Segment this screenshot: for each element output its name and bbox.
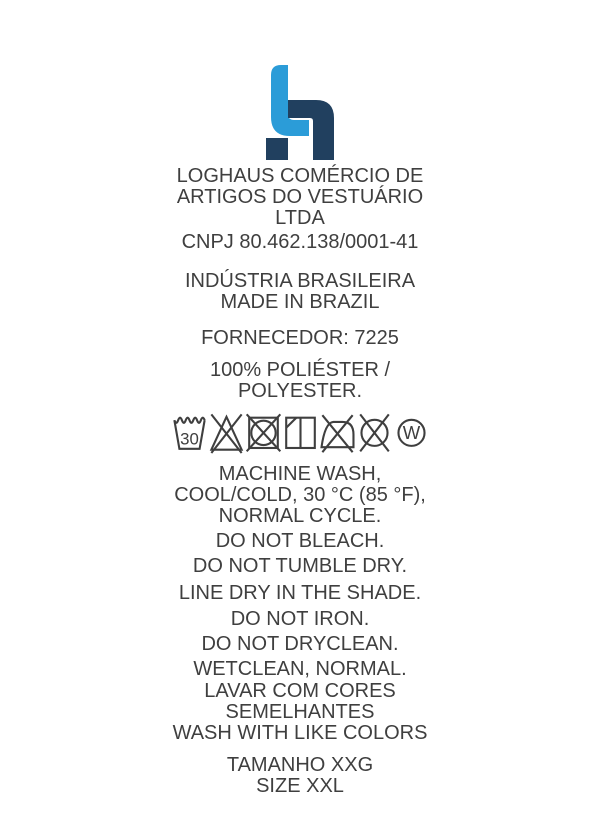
company-name-line: LOGHAUS COMÉRCIO DE [176, 165, 424, 187]
wash-instruction [0, 464, 600, 527]
loghaus-logo-icon [266, 64, 334, 160]
wetclean-normal-icon [393, 410, 430, 454]
company-name [0, 166, 600, 229]
bleach-instruction: DO NOT BLEACH. [215, 530, 385, 552]
wetclean-instruction: WETCLEAN, NORMAL. [193, 658, 407, 680]
tumble-dry-instruction: DO NOT TUMBLE DRY. [192, 555, 408, 577]
like-colors-instruction [0, 681, 600, 744]
size-block [0, 755, 600, 797]
care-symbols-row [0, 410, 600, 454]
origin-en: MADE IN BRAZIL [220, 291, 380, 313]
wash-30-icon [171, 410, 208, 454]
supplier-code: FORNECEDOR: 7225 [201, 327, 399, 349]
like-colors-line: WASH WITH LIKE COLORS [172, 722, 428, 744]
composition-line: POLYESTER. [237, 380, 363, 402]
wash-instruction-line: MACHINE WASH, [218, 463, 382, 485]
do-not-tumble-dry-icon [245, 410, 282, 454]
size-en: SIZE XXL [256, 775, 344, 797]
company-cnpj: CNPJ 80.462.138/0001-41 [181, 231, 419, 253]
like-colors-line: LAVAR COM CORES [204, 680, 396, 702]
company-name-line: ARTIGOS DO VESTUÁRIO [176, 186, 424, 208]
do-not-dryclean-icon [356, 410, 393, 454]
do-not-bleach-icon [208, 410, 245, 454]
logo-navy-foot [266, 138, 288, 160]
iron-instruction: DO NOT IRON. [230, 608, 370, 630]
wash-instruction-line: COOL/COLD, 30 °C (85 °F), [174, 484, 426, 506]
like-colors-line: SEMELHANTES [225, 701, 375, 723]
company-name-line: LTDA [275, 207, 325, 229]
composition-line: 100% POLIÉSTER / [209, 359, 391, 381]
wash-temperature-label: 30 [179, 429, 199, 449]
origin-block [0, 271, 600, 313]
wetclean-letter: W [402, 422, 420, 444]
line-dry-instruction: LINE DRY IN THE SHADE. [178, 582, 422, 604]
wash-instruction-line: NORMAL CYCLE. [218, 505, 382, 527]
dryclean-instruction: DO NOT DRYCLEAN. [201, 633, 399, 655]
origin-pt: INDÚSTRIA BRASILEIRA [184, 270, 416, 292]
line-dry-shade-icon [282, 410, 319, 454]
size-pt: TAMANHO XXG [226, 754, 374, 776]
do-not-iron-icon [319, 410, 356, 454]
composition-block [0, 360, 600, 402]
